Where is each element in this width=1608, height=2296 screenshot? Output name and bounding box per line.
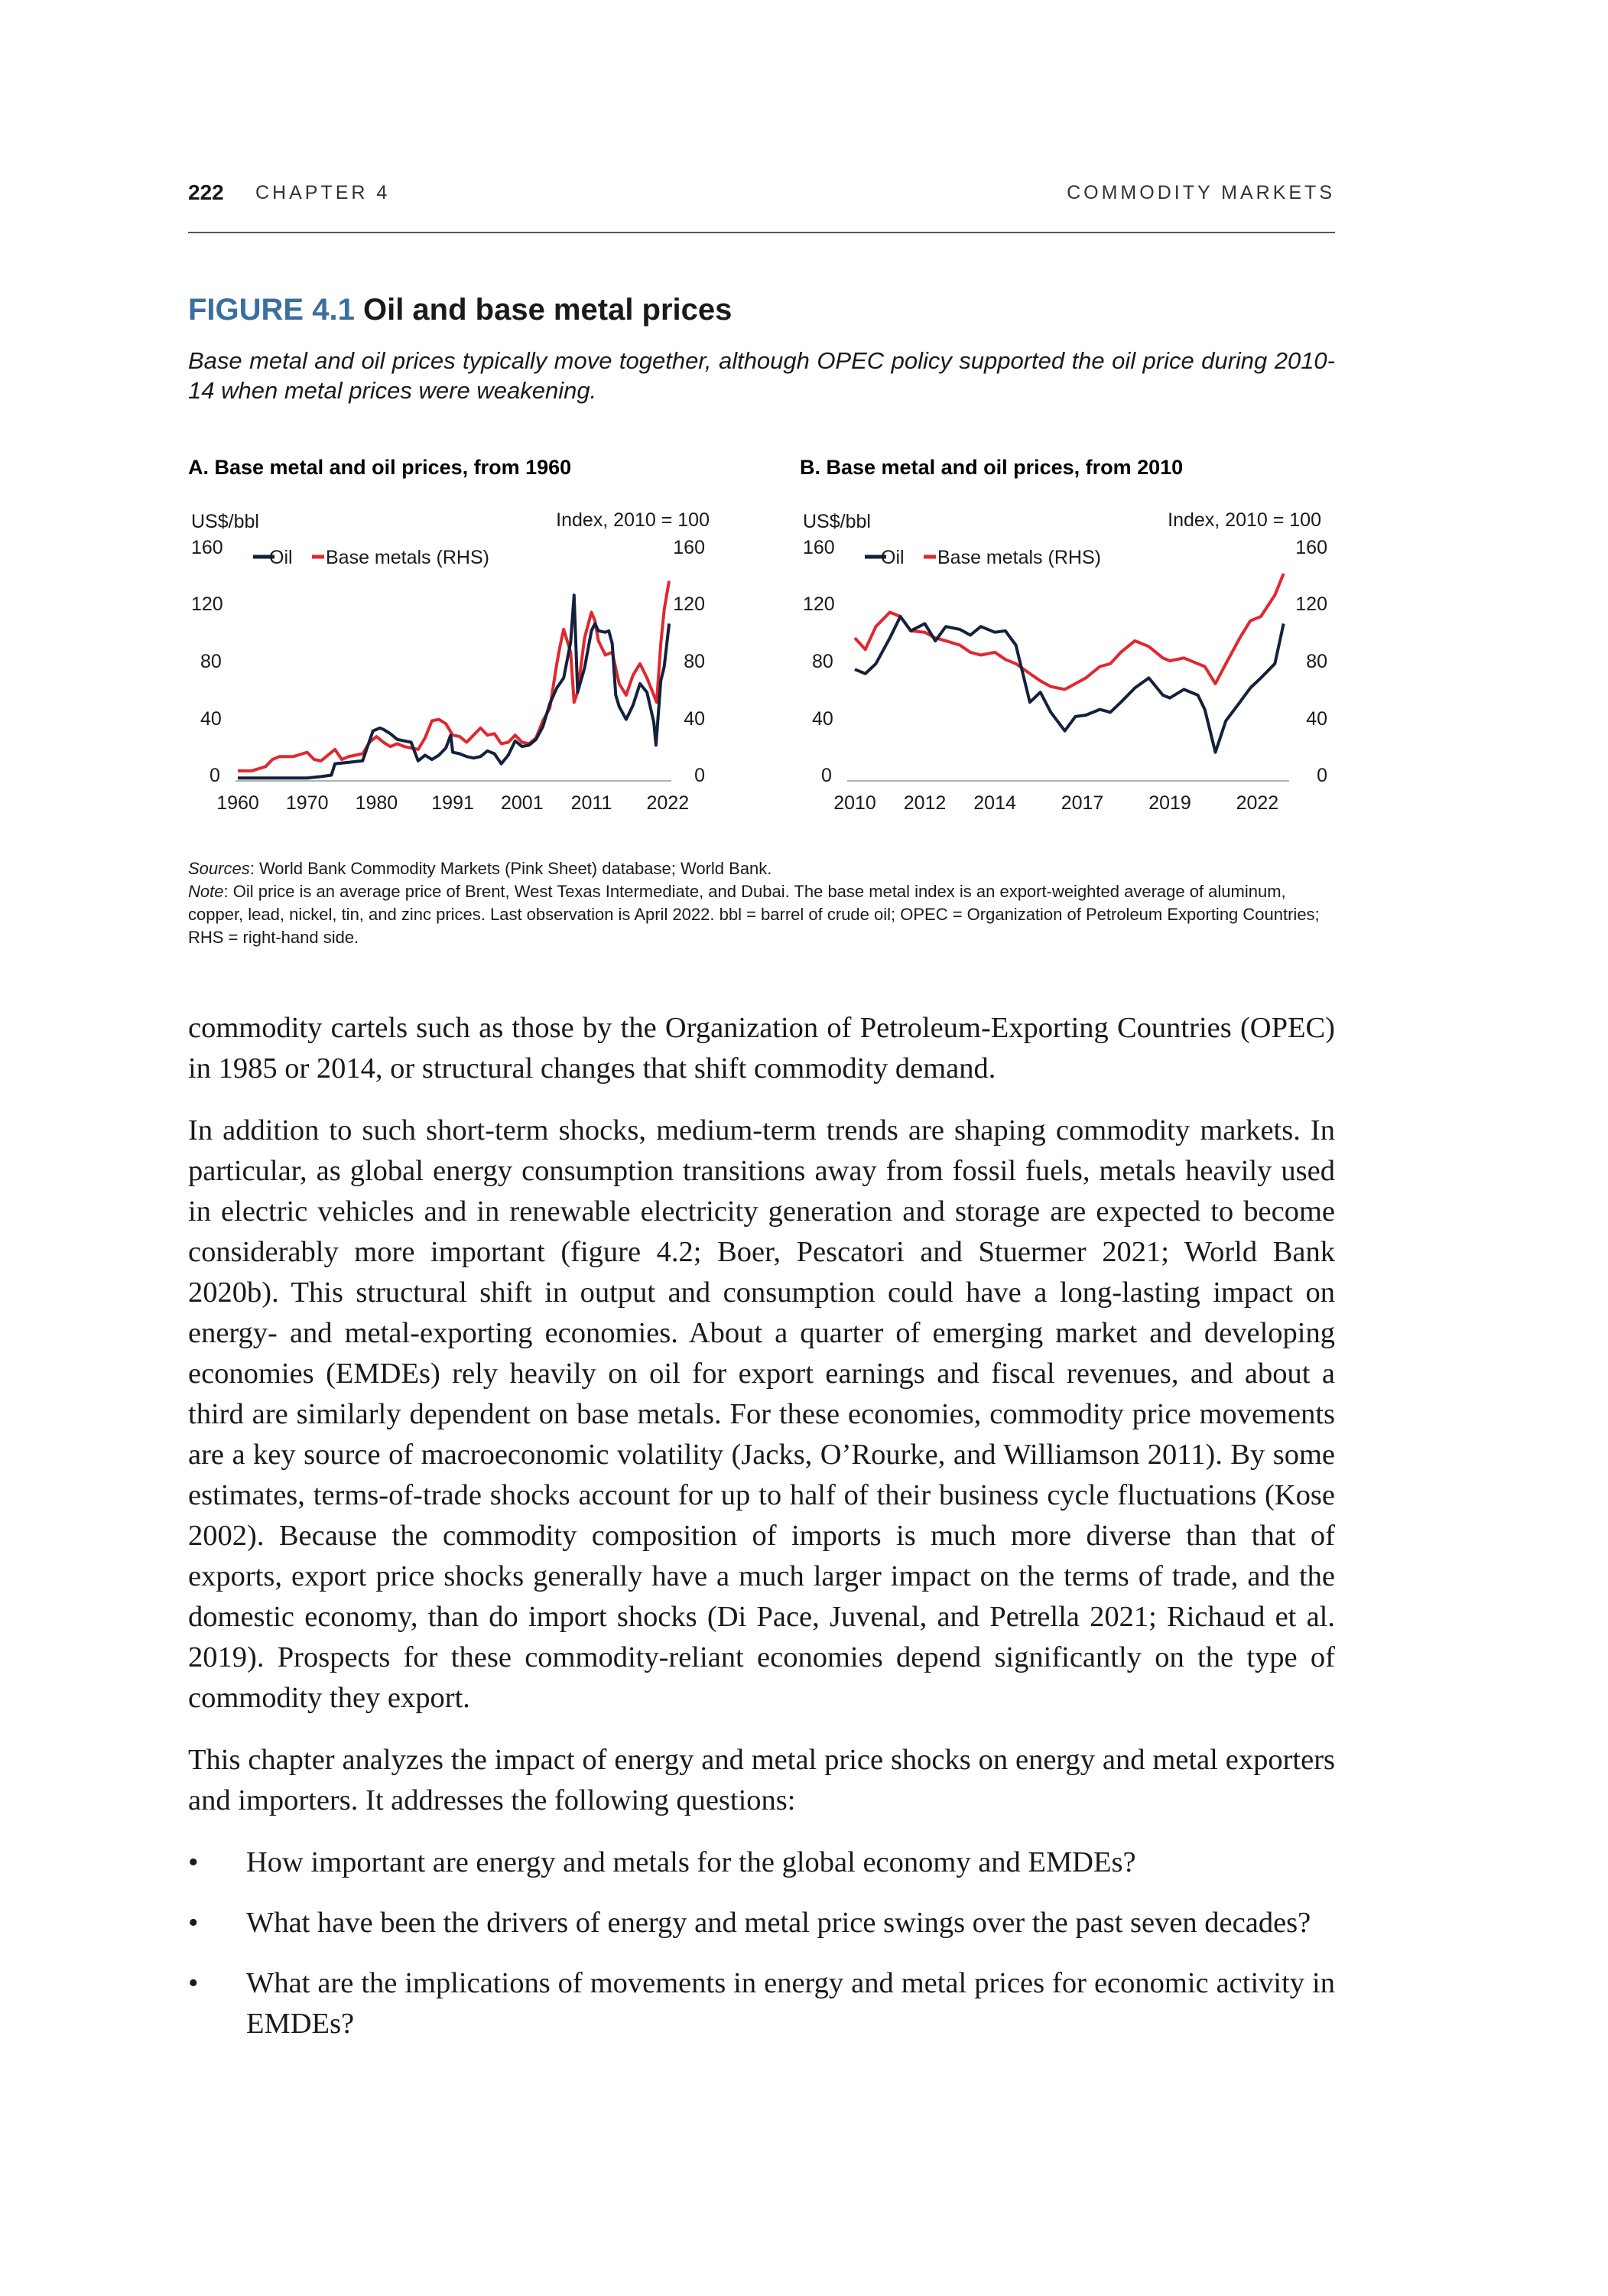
- note-label: Note: [188, 882, 224, 901]
- list-item: [188, 1903, 1335, 1943]
- panel-b-ytick-left-160: 160: [803, 537, 835, 558]
- list-item: [188, 1842, 1335, 1883]
- paragraph-2: In addition to such short-term shocks, medium-term trends are shaping commodity markets. In particular, as global energy consumption transitions away from fossil fuels, metals heavily used in electric vehicles and in renewable electricity generation and storage are expected to become considerably more important (figure 4.2; Boer, Pescatori and Stuermer 2021; World Bank 2020b). This structural shift in output and consumption could have a long-lasting impact on energy- and metal-exporting economies. About a quarter of emerging market and developing economies (EMDEs) rely heavily on oil for export earnings and fiscal revenues, and about a third are similarly dependent on base metals. For these economies, commodity price movements are a key source of macroeconomic volatility (Jacks, O’Rourke, and Williamson 2011). By some estimates, terms-of-trade shocks account for up to half of their business cycle fluctuations (Kose 2002). Because the commodity composition of imports is much more diverse than that of exports, export price shocks generally have a much larger impact on the terms of trade, and the domestic economy, than do import shocks (Di Pace, Juvenal, and Petrella 2021; Richaud et al. 2019). Prospects for these commodity-reliant economies depend significantly on the type of commodity they export.: [188, 1114, 1335, 1714]
- panel-b-ytick-left-0: 0: [821, 765, 832, 786]
- note-text: : Oil price is an average price of Brent, West Texas Intermediate, and Dubai. The base metal index is an export-weighted average of aluminum, copper, lead, nickel, tin, and zinc prices. Last observation is April 2022. bbl = barrel of crude oil; OPEC = Organization of Petroleum Exporting Countries; RHS = right-hand side.: [188, 882, 1320, 947]
- x-tick-label: 2014: [973, 792, 1016, 814]
- panel-a-ylabel-left: US$/bbl: [191, 511, 259, 532]
- running-header: [188, 180, 1335, 211]
- list-item: [188, 1963, 1335, 2044]
- x-tick-label: 2010: [833, 792, 876, 814]
- x-tick-label: 2022: [1236, 792, 1279, 814]
- panel-a-ytick-right-0: 0: [694, 765, 705, 786]
- panel-b-ytick-right-160: 160: [1295, 537, 1327, 558]
- panel-a-x-ticks: [216, 792, 689, 814]
- x-tick-label: 2019: [1148, 792, 1191, 814]
- x-tick-label: 1980: [355, 792, 398, 814]
- question-list: [188, 1842, 1335, 2044]
- panel-b-ylabel-right: Index, 2010 = 100: [1168, 509, 1321, 531]
- x-tick-label: 1991: [431, 792, 474, 814]
- panel-a-title: A. Base metal and oil prices, from 1960: [188, 456, 572, 479]
- panel-a-ytick-left-160: 160: [191, 537, 223, 558]
- figure-title-text: Oil and base metal prices: [362, 293, 733, 327]
- bullet-icon: •: [188, 1907, 199, 1939]
- legend-oil-label-a: Oil: [269, 547, 293, 568]
- panel-a-ytick-left-120: 120: [191, 594, 223, 615]
- list-item-text: What are the implications of movements in energy and metal prices for economic activity in EMDEs?: [246, 1967, 1335, 2040]
- panel-a-plot-area: [238, 581, 669, 778]
- note-line: [188, 880, 1335, 949]
- x-tick-label: 1960: [216, 792, 259, 814]
- chart-panel-b: [800, 456, 1335, 826]
- panel-a-ytick-right-160: 160: [673, 537, 705, 558]
- panel-b-plot-area: [855, 574, 1284, 753]
- panel-b-ytick-left-80: 80: [812, 651, 833, 672]
- x-tick-label: 1970: [285, 792, 329, 814]
- panel-b-title: B. Base metal and oil prices, from 2010: [800, 456, 1184, 479]
- panel-a-ytick-right-40: 40: [684, 708, 705, 730]
- chart-b-svg: [800, 456, 1335, 826]
- section-label: COMMODITY MARKETS: [1067, 182, 1335, 203]
- chart-panel-a: [188, 456, 723, 826]
- bullet-icon: •: [188, 1967, 199, 1999]
- bullet-icon: •: [188, 1846, 199, 1878]
- panel-a-ytick-left-80: 80: [200, 651, 222, 672]
- x-tick-label: 2012: [903, 792, 947, 814]
- sources-text: : World Bank Commodity Markets (Pink Sheet) database; World Bank.: [249, 859, 772, 878]
- panel-b-ytick-left-40: 40: [812, 708, 833, 730]
- header-rule: [188, 232, 1335, 233]
- figure-notes: [188, 857, 1335, 949]
- x-tick-label: 2001: [500, 792, 544, 814]
- body-text: [188, 1008, 1335, 2064]
- page-number: 222: [188, 180, 224, 204]
- x-tick-label: 2011: [570, 792, 612, 814]
- panel-a-ytick-right-120: 120: [673, 594, 705, 615]
- panel-a-ylabel-right: Index, 2010 = 100: [556, 509, 710, 531]
- panel-b-ylabel-left: US$/bbl: [803, 511, 871, 532]
- panel-b-ytick-right-80: 80: [1306, 651, 1327, 672]
- series-line-base-metals: [855, 574, 1284, 689]
- chapter-label: CHAPTER 4: [255, 182, 391, 203]
- panel-b-ytick-right-40: 40: [1306, 708, 1327, 730]
- sources-label: Sources: [188, 859, 250, 878]
- x-tick-label: 2022: [646, 792, 690, 814]
- list-item-text: What have been the drivers of energy and metal price swings over the past seven decades?: [246, 1907, 1311, 1939]
- list-item-text: How important are energy and metals for the global economy and EMDEs?: [246, 1846, 1136, 1878]
- panel-b-ytick-left-120: 120: [803, 594, 835, 615]
- series-line-base-metals: [238, 581, 669, 771]
- panel-a-ytick-right-80: 80: [684, 651, 705, 672]
- series-line-oil: [238, 595, 669, 778]
- figure-title: [188, 293, 732, 327]
- x-tick-label: 2017: [1061, 792, 1104, 814]
- legend-metals-label-a: Base metals (RHS): [326, 547, 489, 568]
- legend-oil-label-b: Oil: [881, 547, 905, 568]
- legend-metals-label-b: Base metals (RHS): [937, 547, 1101, 568]
- sources-line: [188, 857, 1335, 880]
- chart-a-svg: [188, 456, 723, 826]
- panel-b-x-ticks: [833, 792, 1278, 814]
- panel-b-ytick-right-120: 120: [1295, 594, 1327, 615]
- figure-label: FIGURE 4.1: [188, 293, 355, 327]
- series-line-oil: [855, 616, 1284, 753]
- figure-subtitle: Base metal and oil prices typically move together, although OPEC policy supported the oil price during 2010-14 when metal prices were weakening.: [188, 347, 1335, 404]
- paragraph-3: This chapter analyzes the impact of energy and metal price shocks on energy and metal exporters and importers. It addresses the following questions:: [188, 1744, 1335, 1816]
- panel-b-ytick-right-0: 0: [1317, 765, 1327, 786]
- panel-a-ytick-left-40: 40: [200, 708, 222, 730]
- panel-a-ytick-left-0: 0: [210, 765, 220, 786]
- paragraph-1: commodity cartels such as those by the Organization of Petroleum-Exporting Countries (OPEC) in 1985 or 2014, or structural changes that shift commodity demand.: [188, 1012, 1335, 1085]
